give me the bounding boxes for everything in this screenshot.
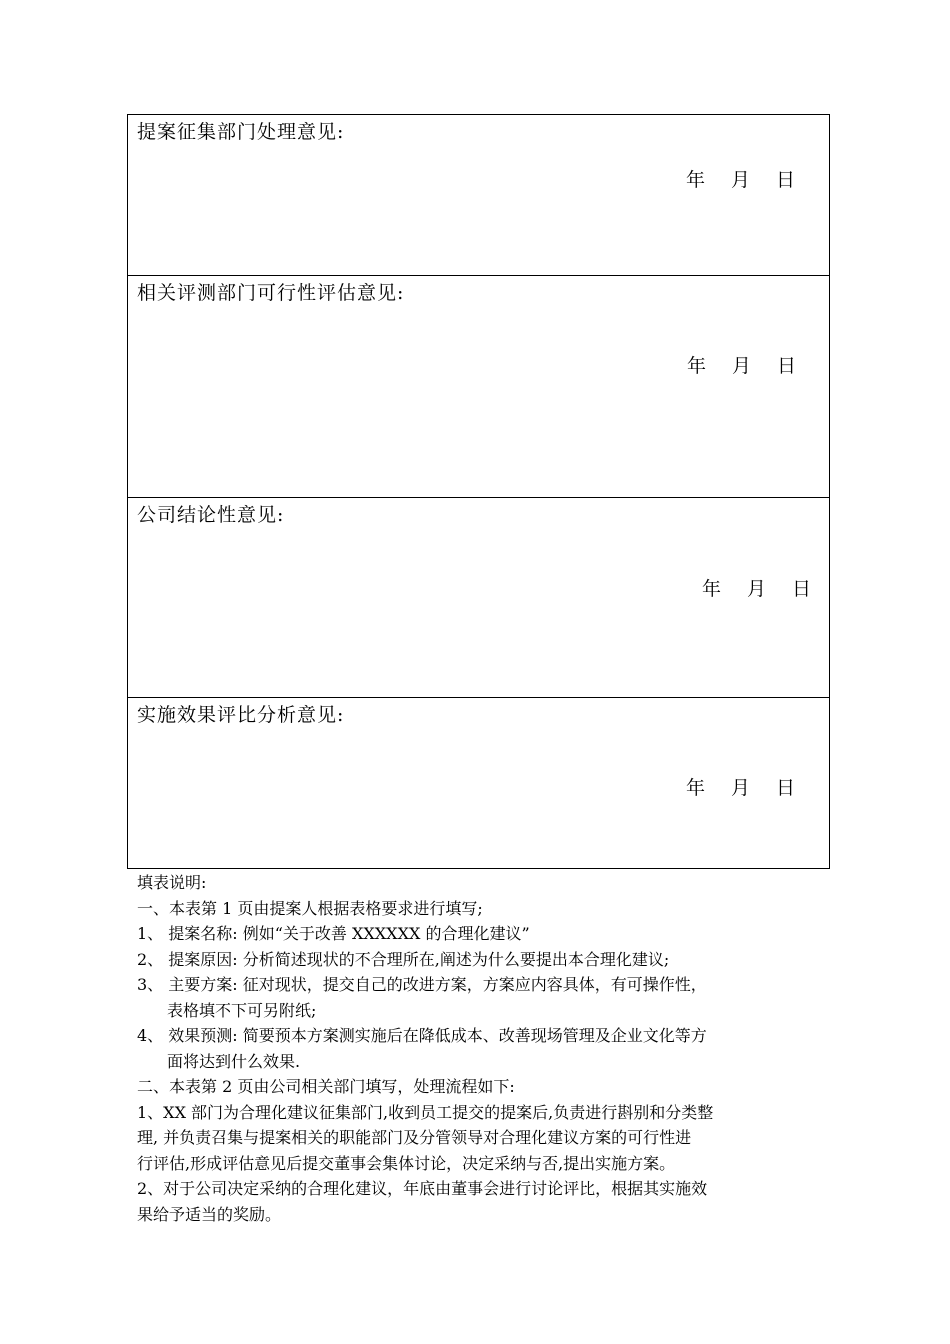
filling-instructions bbox=[137, 870, 837, 1227]
month-label: 月 bbox=[731, 169, 751, 191]
section-label: 实施效果评比分析意见: bbox=[137, 704, 345, 726]
date-line bbox=[702, 574, 811, 601]
notes-line: 2、 提案原因: 分析简述现状的不合理所在,阐述为什么要提出本合理化建议; bbox=[137, 949, 670, 969]
month-label: 月 bbox=[731, 777, 751, 799]
feasibility-assessment-section bbox=[128, 275, 829, 497]
year-label: 年 bbox=[687, 355, 707, 377]
date-line bbox=[686, 773, 795, 800]
notes-line: 1、XX 部门为合理化建议征集部门,收到员工提交的提案后,负责进行斟别和分类整 bbox=[137, 1102, 714, 1122]
year-label: 年 bbox=[686, 777, 706, 799]
section-label: 公司结论性意见: bbox=[137, 504, 285, 526]
notes-line: 4、 效果预测: 简要预本方案测实施后在降低成本、改善现场管理及企业文化等方 bbox=[137, 1026, 707, 1045]
company-conclusion-section bbox=[128, 497, 829, 697]
section-label: 相关评测部门可行性评估意见: bbox=[137, 282, 405, 304]
notes-line: 2、对于公司决定采纳的合理化建议，年底由董事会进行讨论评比，根据其实施效 bbox=[137, 1179, 708, 1198]
notes-line: 1、 提案名称: 例如“关于改善 XXXXXX 的合理化建议” bbox=[137, 924, 530, 943]
day-label: 日 bbox=[776, 777, 796, 799]
opinion-form-table bbox=[127, 114, 830, 869]
day-label: 日 bbox=[776, 169, 796, 191]
date-line bbox=[687, 351, 796, 378]
notes-line: 一、本表第 1 页由提案人根据表格要求进行填写; bbox=[137, 898, 483, 918]
month-label: 月 bbox=[747, 578, 767, 600]
collection-dept-opinion-section bbox=[128, 115, 829, 275]
notes-line: 表格填不下可另附纸; bbox=[167, 1000, 317, 1020]
year-label: 年 bbox=[702, 578, 722, 600]
notes-line: 理, 并负责召集与提案相关的职能部门及分管领导对合理化建议方案的可行性进 bbox=[137, 1128, 692, 1147]
day-label: 日 bbox=[777, 355, 797, 377]
day-label: 日 bbox=[792, 578, 812, 600]
notes-line: 3、 主要方案: 征对现状，提交自己的改进方案，方案应内容具体，有可操作性， bbox=[137, 975, 707, 994]
month-label: 月 bbox=[732, 355, 752, 377]
year-label: 年 bbox=[686, 169, 706, 191]
notes-line: 果给予适当的奖励。 bbox=[137, 1204, 282, 1224]
notes-line: 二、本表第 2 页由公司相关部门填写，处理流程如下: bbox=[137, 1077, 515, 1096]
notes-line: 面将达到什么效果. bbox=[167, 1051, 301, 1071]
section-label: 提案征集部门处理意见: bbox=[137, 121, 345, 143]
notes-title: 填表说明: bbox=[137, 873, 207, 892]
notes-line: 行评估,形成评估意见后提交董事会集体讨论，决定采纳与否,提出实施方案。 bbox=[137, 1153, 676, 1173]
date-line bbox=[686, 165, 795, 192]
implementation-evaluation-section bbox=[128, 697, 829, 868]
